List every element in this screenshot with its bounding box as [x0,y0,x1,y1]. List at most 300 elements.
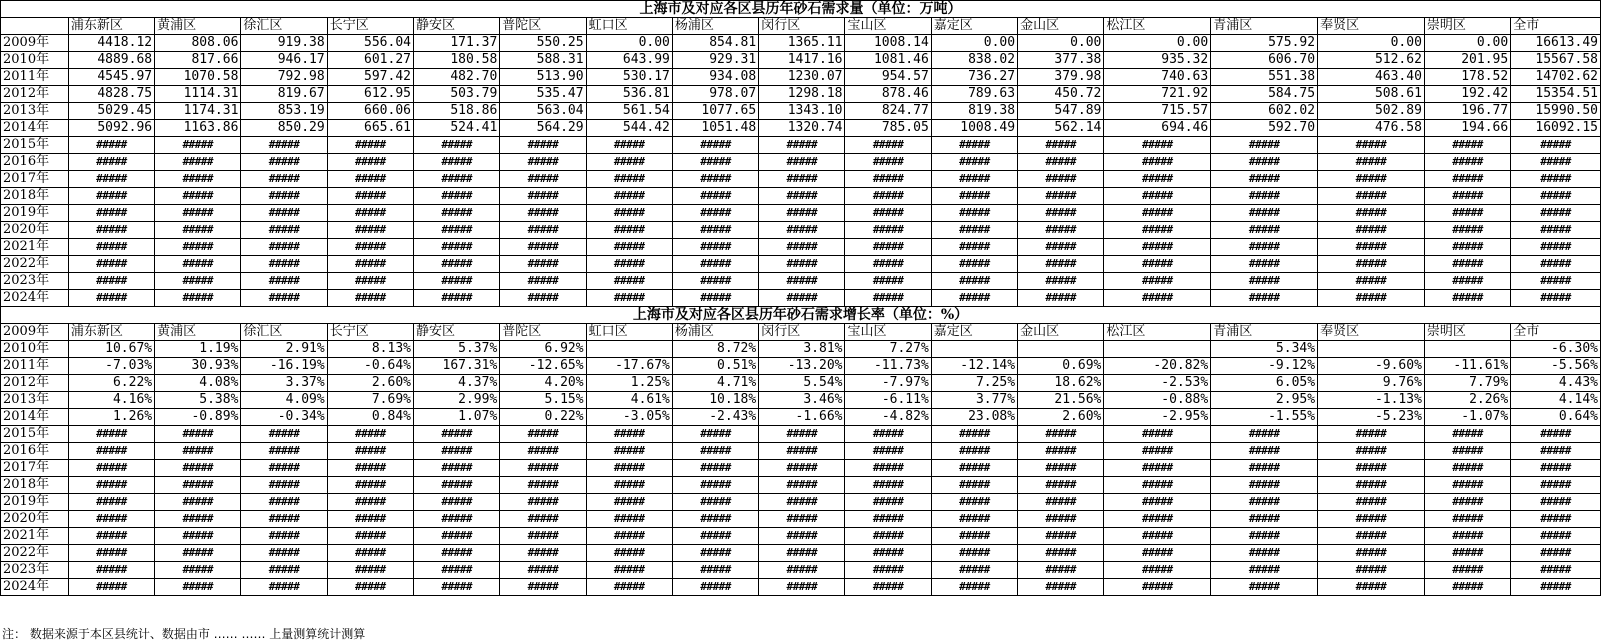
demand-value-cell[interactable]: ##### [845,171,931,188]
demand-value-cell[interactable]: ##### [672,188,758,205]
growth-value-cell[interactable]: ##### [1018,426,1104,443]
demand-value-cell[interactable]: ##### [414,290,500,307]
demand-value-cell[interactable]: ##### [931,290,1017,307]
growth-value-cell[interactable]: ##### [1018,494,1104,511]
growth-value-cell[interactable]: 0.69% [1018,358,1104,375]
demand-value-cell[interactable]: ##### [327,154,413,171]
demand-value-cell[interactable]: ##### [1511,256,1601,273]
growth-value-cell[interactable] [1018,341,1104,358]
demand-value-cell[interactable]: ##### [1424,137,1510,154]
growth-value-cell[interactable]: ##### [1018,528,1104,545]
demand-value-cell[interactable]: 878.46 [845,86,931,103]
demand-value-cell[interactable]: 476.58 [1318,120,1425,137]
demand-year-cell[interactable]: 2013年 [1,103,69,120]
growth-value-cell[interactable]: ##### [1318,528,1425,545]
growth-value-cell[interactable]: 167.31% [414,358,500,375]
demand-value-cell[interactable]: 379.98 [1018,69,1104,86]
growth-value-cell[interactable]: 6.05% [1211,375,1318,392]
demand-value-cell[interactable]: ##### [241,290,327,307]
growth-value-cell[interactable]: ##### [845,579,931,596]
demand-value-cell[interactable]: ##### [586,290,672,307]
growth-value-cell[interactable]: ##### [1211,426,1318,443]
demand-value-cell[interactable]: 584.75 [1211,86,1318,103]
demand-value-cell[interactable]: ##### [1104,239,1211,256]
demand-value-cell[interactable]: ##### [414,273,500,290]
growth-value-cell[interactable]: -20.82% [1104,358,1211,375]
demand-value-cell[interactable]: ##### [327,188,413,205]
growth-value-cell[interactable]: 23.08% [931,409,1017,426]
demand-value-cell[interactable]: 1051.48 [672,120,758,137]
growth-value-cell[interactable]: ##### [1018,511,1104,528]
growth-value-cell[interactable]: ##### [241,426,327,443]
demand-value-cell[interactable]: ##### [68,205,154,222]
growth-year-cell[interactable]: 2020年 [1,511,69,528]
growth-value-cell[interactable]: ##### [327,426,413,443]
growth-year-cell[interactable]: 2010年 [1,341,69,358]
growth-value-cell[interactable]: 18.62% [1018,375,1104,392]
growth-value-cell[interactable]: 2.60% [1018,409,1104,426]
growth-value-cell[interactable]: ##### [327,460,413,477]
demand-year-cell[interactable]: 2023年 [1,273,69,290]
growth-value-cell[interactable]: ##### [500,511,586,528]
growth-value-cell[interactable]: -4.82% [845,409,931,426]
growth-value-cell[interactable]: -5.56% [1511,358,1601,375]
growth-value-cell[interactable]: ##### [1318,443,1425,460]
growth-value-cell[interactable]: ##### [1018,460,1104,477]
demand-value-cell[interactable]: ##### [1018,290,1104,307]
demand-value-cell[interactable]: 1081.46 [845,52,931,69]
growth-value-cell[interactable]: 10.67% [68,341,154,358]
demand-value-cell[interactable]: ##### [1211,222,1318,239]
growth-value-cell[interactable]: ##### [1424,511,1510,528]
growth-value-cell[interactable]: ##### [931,494,1017,511]
growth-value-cell[interactable]: ##### [68,562,154,579]
demand-value-cell[interactable]: ##### [68,137,154,154]
growth-year-cell[interactable]: 2015年 [1,426,69,443]
growth-value-cell[interactable]: ##### [759,562,845,579]
demand-value-cell[interactable]: ##### [1318,273,1425,290]
growth-value-cell[interactable]: -2.53% [1104,375,1211,392]
demand-value-cell[interactable]: ##### [1511,290,1601,307]
demand-corner-cell[interactable] [1,18,69,35]
demand-value-cell[interactable]: ##### [327,137,413,154]
growth-value-cell[interactable]: ##### [1424,528,1510,545]
growth-value-cell[interactable]: ##### [759,579,845,596]
demand-value-cell[interactable]: ##### [1424,273,1510,290]
demand-value-cell[interactable]: ##### [1211,290,1318,307]
demand-value-cell[interactable]: 463.40 [1318,69,1425,86]
growth-value-cell[interactable]: ##### [68,579,154,596]
growth-value-cell[interactable]: ##### [68,528,154,545]
growth-value-cell[interactable]: ##### [155,443,241,460]
demand-value-cell[interactable]: 178.52 [1424,69,1510,86]
growth-value-cell[interactable]: 3.81% [759,341,845,358]
growth-value-cell[interactable]: ##### [414,511,500,528]
demand-value-cell[interactable]: 665.61 [327,120,413,137]
demand-value-cell[interactable]: 824.77 [845,103,931,120]
growth-value-cell[interactable]: ##### [1511,511,1601,528]
growth-value-cell[interactable]: ##### [1424,579,1510,596]
demand-year-cell[interactable]: 2011年 [1,69,69,86]
growth-column-header[interactable]: 浦东新区 [68,324,154,341]
demand-value-cell[interactable]: ##### [241,205,327,222]
demand-value-cell[interactable]: ##### [672,171,758,188]
growth-value-cell[interactable]: -0.88% [1104,392,1211,409]
growth-value-cell[interactable]: ##### [414,562,500,579]
demand-value-cell[interactable]: ##### [1511,137,1601,154]
growth-value-cell[interactable]: ##### [586,528,672,545]
growth-value-cell[interactable]: -7.97% [845,375,931,392]
growth-value-cell[interactable] [586,341,672,358]
growth-value-cell[interactable]: ##### [1318,579,1425,596]
demand-value-cell[interactable]: ##### [1104,171,1211,188]
growth-value-cell[interactable]: ##### [155,477,241,494]
growth-value-cell[interactable]: ##### [759,528,845,545]
growth-value-cell[interactable]: ##### [1424,426,1510,443]
growth-value-cell[interactable]: ##### [1318,511,1425,528]
demand-value-cell[interactable]: 503.79 [414,86,500,103]
growth-value-cell[interactable]: ##### [586,477,672,494]
demand-value-cell[interactable]: ##### [1424,154,1510,171]
growth-value-cell[interactable]: 4.20% [500,375,586,392]
growth-value-cell[interactable]: 7.69% [327,392,413,409]
growth-value-cell[interactable]: -11.61% [1424,358,1510,375]
demand-value-cell[interactable]: 954.57 [845,69,931,86]
demand-value-cell[interactable]: ##### [1104,188,1211,205]
growth-value-cell[interactable]: ##### [1104,477,1211,494]
demand-value-cell[interactable]: 1008.14 [845,35,931,52]
demand-value-cell[interactable]: 16613.49 [1511,35,1601,52]
demand-value-cell[interactable]: 524.41 [414,120,500,137]
demand-value-cell[interactable]: 15990.50 [1511,103,1601,120]
growth-value-cell[interactable]: ##### [241,562,327,579]
growth-value-cell[interactable]: ##### [1318,545,1425,562]
demand-value-cell[interactable]: 602.02 [1211,103,1318,120]
growth-value-cell[interactable]: ##### [155,460,241,477]
growth-value-cell[interactable]: -6.30% [1511,341,1601,358]
growth-value-cell[interactable]: ##### [1424,460,1510,477]
growth-value-cell[interactable]: ##### [155,494,241,511]
growth-value-cell[interactable]: 0.51% [672,358,758,375]
growth-value-cell[interactable]: ##### [1104,460,1211,477]
growth-value-cell[interactable]: -11.73% [845,358,931,375]
demand-value-cell[interactable]: ##### [759,154,845,171]
growth-value-cell[interactable]: ##### [500,528,586,545]
demand-value-cell[interactable]: 1343.10 [759,103,845,120]
demand-value-cell[interactable]: ##### [241,273,327,290]
demand-value-cell[interactable]: ##### [1211,239,1318,256]
demand-value-cell[interactable]: ##### [1018,188,1104,205]
growth-value-cell[interactable]: 0.22% [500,409,586,426]
growth-value-cell[interactable]: ##### [500,562,586,579]
growth-value-cell[interactable]: ##### [327,477,413,494]
growth-column-header[interactable]: 闵行区 [759,324,845,341]
demand-value-cell[interactable]: 789.63 [931,86,1017,103]
demand-value-cell[interactable]: 15354.51 [1511,86,1601,103]
growth-column-header[interactable]: 奉贤区 [1318,324,1425,341]
demand-value-cell[interactable]: ##### [931,205,1017,222]
demand-year-cell[interactable]: 2010年 [1,52,69,69]
demand-value-cell[interactable]: 1417.16 [759,52,845,69]
demand-value-cell[interactable]: 1114.31 [155,86,241,103]
demand-value-cell[interactable]: ##### [500,256,586,273]
demand-value-cell[interactable]: ##### [1318,256,1425,273]
growth-value-cell[interactable]: ##### [586,494,672,511]
demand-value-cell[interactable]: 854.81 [672,35,758,52]
growth-value-cell[interactable]: 5.34% [1211,341,1318,358]
growth-value-cell[interactable]: 4.61% [586,392,672,409]
demand-year-cell[interactable]: 2020年 [1,222,69,239]
demand-column-header[interactable]: 普陀区 [500,18,586,35]
demand-value-cell[interactable]: ##### [155,222,241,239]
demand-value-cell[interactable]: ##### [327,256,413,273]
demand-year-cell[interactable]: 2017年 [1,171,69,188]
growth-value-cell[interactable] [931,341,1017,358]
demand-value-cell[interactable]: 518.86 [414,103,500,120]
growth-value-cell[interactable]: ##### [759,460,845,477]
growth-value-cell[interactable]: ##### [1211,460,1318,477]
demand-year-cell[interactable]: 2019年 [1,205,69,222]
demand-value-cell[interactable]: 588.31 [500,52,586,69]
growth-value-cell[interactable]: ##### [241,494,327,511]
demand-value-cell[interactable]: ##### [845,222,931,239]
demand-value-cell[interactable]: ##### [1104,273,1211,290]
growth-value-cell[interactable]: ##### [1424,443,1510,460]
growth-value-cell[interactable]: ##### [759,426,845,443]
demand-value-cell[interactable]: ##### [1424,171,1510,188]
growth-value-cell[interactable]: -9.12% [1211,358,1318,375]
demand-value-cell[interactable]: ##### [414,222,500,239]
growth-value-cell[interactable]: 4.09% [241,392,327,409]
demand-column-header[interactable]: 宝山区 [845,18,931,35]
demand-value-cell[interactable]: ##### [500,273,586,290]
growth-value-cell[interactable]: -0.89% [155,409,241,426]
demand-value-cell[interactable]: ##### [586,222,672,239]
demand-value-cell[interactable]: ##### [414,256,500,273]
demand-value-cell[interactable]: ##### [68,239,154,256]
growth-value-cell[interactable]: ##### [845,562,931,579]
demand-value-cell[interactable]: ##### [1104,290,1211,307]
growth-value-cell[interactable]: ##### [672,494,758,511]
demand-value-cell[interactable]: ##### [327,171,413,188]
demand-value-cell[interactable]: 740.63 [1104,69,1211,86]
demand-value-cell[interactable]: 512.62 [1318,52,1425,69]
demand-value-cell[interactable]: ##### [1511,205,1601,222]
demand-column-header[interactable]: 闵行区 [759,18,845,35]
growth-year-cell[interactable]: 2019年 [1,494,69,511]
demand-value-cell[interactable]: ##### [1511,154,1601,171]
growth-value-cell[interactable]: ##### [1511,494,1601,511]
demand-value-cell[interactable]: ##### [414,137,500,154]
growth-value-cell[interactable]: ##### [586,426,672,443]
demand-value-cell[interactable]: ##### [759,222,845,239]
growth-value-cell[interactable]: ##### [1511,426,1601,443]
demand-value-cell[interactable]: 601.27 [327,52,413,69]
demand-column-header[interactable]: 青浦区 [1211,18,1318,35]
demand-value-cell[interactable]: ##### [759,290,845,307]
demand-value-cell[interactable]: 192.42 [1424,86,1510,103]
growth-value-cell[interactable]: ##### [1104,579,1211,596]
demand-value-cell[interactable]: ##### [155,290,241,307]
demand-year-cell[interactable]: 2021年 [1,239,69,256]
demand-value-cell[interactable]: ##### [155,171,241,188]
demand-value-cell[interactable]: ##### [327,273,413,290]
demand-value-cell[interactable]: ##### [1318,137,1425,154]
growth-value-cell[interactable]: ##### [1511,528,1601,545]
growth-value-cell[interactable]: 3.77% [931,392,1017,409]
demand-value-cell[interactable]: 530.17 [586,69,672,86]
demand-value-cell[interactable]: ##### [672,222,758,239]
growth-value-cell[interactable]: -13.20% [759,358,845,375]
demand-value-cell[interactable]: 946.17 [241,52,327,69]
growth-value-cell[interactable]: ##### [68,443,154,460]
demand-value-cell[interactable]: ##### [1318,290,1425,307]
demand-value-cell[interactable]: ##### [500,137,586,154]
growth-value-cell[interactable]: ##### [241,511,327,528]
growth-value-cell[interactable]: ##### [241,545,327,562]
growth-value-cell[interactable]: -1.07% [1424,409,1510,426]
demand-value-cell[interactable]: 792.98 [241,69,327,86]
demand-value-cell[interactable]: ##### [586,205,672,222]
growth-column-header[interactable]: 徐汇区 [241,324,327,341]
demand-value-cell[interactable]: ##### [68,273,154,290]
demand-value-cell[interactable]: 550.25 [500,35,586,52]
demand-year-cell[interactable]: 2022年 [1,256,69,273]
demand-value-cell[interactable]: ##### [1511,188,1601,205]
growth-value-cell[interactable]: ##### [327,579,413,596]
growth-value-cell[interactable]: ##### [414,460,500,477]
demand-value-cell[interactable]: ##### [500,290,586,307]
growth-value-cell[interactable]: -12.14% [931,358,1017,375]
growth-value-cell[interactable]: ##### [414,477,500,494]
growth-value-cell[interactable]: ##### [500,494,586,511]
demand-value-cell[interactable]: 0.00 [586,35,672,52]
growth-value-cell[interactable]: -5.23% [1318,409,1425,426]
demand-value-cell[interactable]: 5092.96 [68,120,154,137]
growth-value-cell[interactable]: -16.19% [241,358,327,375]
growth-year-cell[interactable]: 2012年 [1,375,69,392]
growth-value-cell[interactable]: 0.84% [327,409,413,426]
demand-value-cell[interactable]: 660.06 [327,103,413,120]
growth-value-cell[interactable]: ##### [1318,494,1425,511]
growth-value-cell[interactable]: 21.56% [1018,392,1104,409]
demand-value-cell[interactable]: ##### [1211,273,1318,290]
demand-value-cell[interactable]: ##### [1424,205,1510,222]
demand-value-cell[interactable]: 1008.49 [931,120,1017,137]
growth-value-cell[interactable]: 9.76% [1318,375,1425,392]
growth-column-header[interactable]: 青浦区 [1211,324,1318,341]
growth-value-cell[interactable]: -2.43% [672,409,758,426]
demand-value-cell[interactable]: ##### [1018,239,1104,256]
demand-value-cell[interactable]: 508.61 [1318,86,1425,103]
demand-value-cell[interactable]: 1320.74 [759,120,845,137]
demand-column-header[interactable]: 金山区 [1018,18,1104,35]
growth-value-cell[interactable]: 4.16% [68,392,154,409]
demand-value-cell[interactable]: 592.70 [1211,120,1318,137]
demand-value-cell[interactable]: 513.90 [500,69,586,86]
growth-value-cell[interactable]: ##### [1211,511,1318,528]
demand-value-cell[interactable]: 838.02 [931,52,1017,69]
growth-value-cell[interactable]: ##### [500,545,586,562]
demand-value-cell[interactable]: 536.81 [586,86,672,103]
demand-value-cell[interactable]: ##### [155,256,241,273]
growth-value-cell[interactable]: ##### [759,494,845,511]
demand-value-cell[interactable]: ##### [586,137,672,154]
demand-value-cell[interactable]: 808.06 [155,35,241,52]
growth-value-cell[interactable]: 5.37% [414,341,500,358]
growth-value-cell[interactable]: 2.95% [1211,392,1318,409]
growth-value-cell[interactable]: -1.55% [1211,409,1318,426]
demand-value-cell[interactable]: ##### [241,256,327,273]
demand-value-cell[interactable]: ##### [241,239,327,256]
demand-value-cell[interactable]: ##### [1211,171,1318,188]
demand-value-cell[interactable]: 736.27 [931,69,1017,86]
growth-value-cell[interactable]: 5.38% [155,392,241,409]
demand-value-cell[interactable]: ##### [68,188,154,205]
demand-value-cell[interactable]: ##### [672,205,758,222]
demand-value-cell[interactable]: 564.29 [500,120,586,137]
demand-value-cell[interactable]: 817.66 [155,52,241,69]
demand-value-cell[interactable]: ##### [68,290,154,307]
growth-value-cell[interactable]: 1.26% [68,409,154,426]
demand-value-cell[interactable]: ##### [1511,273,1601,290]
demand-value-cell[interactable]: ##### [845,137,931,154]
growth-year-cell[interactable]: 2021年 [1,528,69,545]
growth-value-cell[interactable]: ##### [1018,477,1104,494]
growth-value-cell[interactable]: ##### [1511,579,1601,596]
growth-value-cell[interactable]: 7.25% [931,375,1017,392]
demand-value-cell[interactable]: ##### [155,154,241,171]
demand-value-cell[interactable]: 935.32 [1104,52,1211,69]
demand-value-cell[interactable]: ##### [1318,239,1425,256]
demand-value-cell[interactable]: ##### [1018,273,1104,290]
demand-value-cell[interactable]: ##### [155,273,241,290]
demand-value-cell[interactable]: ##### [759,239,845,256]
demand-value-cell[interactable]: ##### [931,222,1017,239]
growth-column-header[interactable]: 松江区 [1104,324,1211,341]
demand-value-cell[interactable]: ##### [845,239,931,256]
growth-corner-cell[interactable]: 2009年 [1,324,69,341]
demand-value-cell[interactable]: 819.38 [931,103,1017,120]
demand-value-cell[interactable]: ##### [931,273,1017,290]
demand-column-header[interactable]: 黄浦区 [155,18,241,35]
demand-value-cell[interactable]: ##### [672,137,758,154]
growth-value-cell[interactable]: -1.13% [1318,392,1425,409]
growth-value-cell[interactable]: ##### [845,443,931,460]
demand-value-cell[interactable]: ##### [500,205,586,222]
growth-column-header[interactable]: 杨浦区 [672,324,758,341]
demand-value-cell[interactable]: 562.14 [1018,120,1104,137]
demand-value-cell[interactable]: 180.58 [414,52,500,69]
demand-value-cell[interactable]: 819.67 [241,86,327,103]
growth-value-cell[interactable]: ##### [672,426,758,443]
demand-value-cell[interactable]: 606.70 [1211,52,1318,69]
demand-value-cell[interactable]: ##### [1018,256,1104,273]
demand-column-header[interactable]: 静安区 [414,18,500,35]
growth-value-cell[interactable]: 8.13% [327,341,413,358]
growth-value-cell[interactable]: ##### [1211,545,1318,562]
demand-value-cell[interactable]: ##### [500,154,586,171]
demand-value-cell[interactable]: ##### [672,290,758,307]
growth-value-cell[interactable]: ##### [414,579,500,596]
demand-value-cell[interactable]: 0.00 [1318,35,1425,52]
demand-value-cell[interactable]: ##### [155,188,241,205]
demand-value-cell[interactable]: ##### [1104,154,1211,171]
growth-value-cell[interactable]: 4.08% [155,375,241,392]
demand-value-cell[interactable]: ##### [1018,222,1104,239]
growth-column-header[interactable]: 普陀区 [500,324,586,341]
growth-value-cell[interactable]: 1.19% [155,341,241,358]
